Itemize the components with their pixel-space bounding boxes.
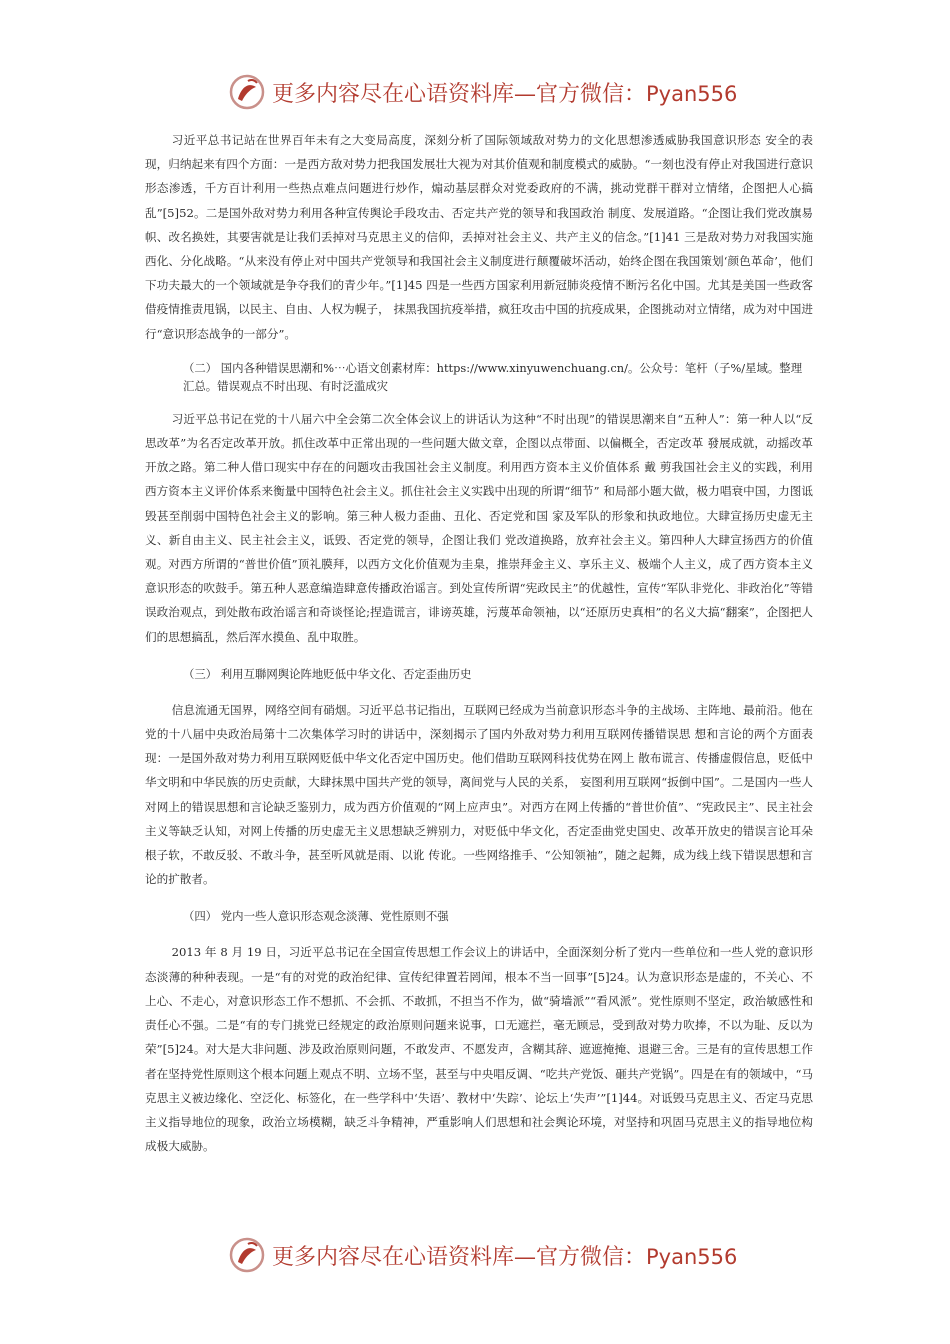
section-heading: （三） 利用互聯网舆论阵地贬低中华文化、否定歪曲历史: [183, 666, 472, 681]
section-heading: （二） 国内各种错误思潮和%⋯心语文创素材库：https://www.xinyuwenchuang.cn/。公众号：笔杆（子%/星域。整理汇总。错误观点不时出现、有时泛滥成灾: [183, 360, 803, 393]
paragraph: 习近平总书记在党的十八届六中全会第二次全体会议上的讲话认为这种“不时出现”的错误思潮来自“五种人”：第一种人以“反思改革”为名否定改革开放。抓住改革中正常出现的一些问题大做文章，企图以点带面、以偏概全，否定改革 發展成就，动摇改革开放之路。第二种人借口现实中存在的问题攻击我国社会主义制度。利用西方资本主义价值体系 戴 剪我国社会主义的实践，利用西方资本主义评价体系来衡量中国特色社会主义。抓住社会主义实践中出现的所谓“细节” 和局部小题大做，极力唱衰中国，力图诋毁甚至削弱中国特色社会主义的影响。第三种人极力歪曲、丑化、否定党和国 家及军队的形象和执政地位。大肆宣扬历史虚无主义、新自由主义、民主社会主义，诋毁、否定党的领导，企图让我们 党改道换路，放弃社会主义。第四种人大肆宣扬西方的价值观。对西方所谓的“普世价值”顶礼膜拜，以西方文化价值观为圭臬，推崇拜金主义、享乐主义、极端个人主义，成了西方资本主义意识形态的吹鼓手。第五种人恶意编造肆意传播政治谣言。到处宣传所谓“宪政民主”的优越性，宣传“军队非党化、非政治化”等错误政治观点，到处散布政治谣言和奇谈怪论;捏造谎言，诽谤英雄，污蔑革命领袖，以“还原历史真相”的名义大搞“翻案”，企图把人们的思想搞乱，然后浑水摸鱼、乱中取胜。: [145, 411, 813, 644]
brand-logo-icon: [228, 73, 266, 111]
document-body: [145, 128, 813, 1171]
header-banner: [228, 72, 738, 112]
paragraph: 习近平总书记站在世界百年未有之大变局高度，深刻分析了国际领域敌对势力的文化思想渗透威胁我国意识形态 安全的表现，归纳起来有四个方面：一是西方敌对势力把我国发展壮大视为对其价值观和制度模式的威胁。“一刻也没有停止对我国进行意识形态渗透，千方百计利用一些热点难点问题进行炒作，煽动基层群众对党委政府的不满，挑动党群干群对立情绪，企图把人心搞乱”[5]52。二是国外敌对势力利用各种宣传舆论手段攻击、否定共产党的领导和我国政治 制度、发展道路。“企图让我们党改旗易帜、改名换姓，其要害就是让我们丢掉对马克思主义的信仰，丢掉对社会主义、共产主义的信念。”[1]41 三是敌对势力对我国实施西化、分化战略。“从来没有停止对中国共产党领导和我国社会主义制度进行颠覆破坏活动，始终企图在我国策划‘颜色革命’，他们下功夫最大的一个领域就是争夺我们的青少年。”[1]45 四是一些西方国家利用新冠肺炎疫情不断污名化中国。尤其是美国一些政客借疫情推责甩锅，以民主、自由、人权为幌子， 抹黑我国抗疫举措，疯狂攻击中国的抗疫成果，企图挑动对立情绪，成为对中国进行“意识形态战争的一部分”。: [145, 133, 813, 341]
brand-logo-icon: [228, 1236, 266, 1274]
footer-banner: [228, 1235, 738, 1275]
banner-text: 更多内容尽在心语资料库—官方微信：Pyan556: [272, 81, 738, 107]
paragraph: 2013 年 8 月 19 日，习近平总书记在全国宣传思想工作会议上的讲话中，全面深刻分析了党内一些单位和一些人党的意识形态淡薄的种种表现。一是“有的对党的政治纪律、宣传纪律置若罔闻，根本不当一回事”[5]24。认为意识形态是虚的，不关心、不上心、不走心，对意识形态工作不想抓、不会抓、不敢抓，不担当不作为，做“骑墙派”“看风派”。党性原则不坚定，政治敏感性和责任心不强。二是“有的专门挑党已经规定的政治原则问题来说事，口无遮拦，毫无顾忌，受到敌对势力吹捧，不以为耻、反以为荣”[5]24。对大是大非问题、涉及政治原则问题，不敢发声、不愿发声，含糊其辞、遮遮掩掩、退避三舍。三是有的宣传思想工作者在坚持党性原则这个根本问题上观点不明、立场不坚，甚至与中央唱反调、“吃共产党饭、砸共产党锅”。四是在有的领域中，“马克思主义被边缘化、空泛化、标签化，在一些学科中‘失语’、教材中‘失踪’、论坛上‘失声’”[1]44。对诋毁马克思主义、否定马克思主义指导地位的现象，政治立场模糊，缺乏斗争精神，严重影响人们思想和社会舆论环境，对坚持和巩固马克思主义的指导地位构成极大威胁。: [145, 945, 813, 1154]
section-heading: （四） 党内一些人意识形态观念淡薄、党性原则不强: [183, 909, 449, 924]
banner-text: 更多内容尽在心语资料库—官方微信：Pyan556: [272, 1244, 738, 1270]
paragraph: 信息流通无国界，网络空间有硝烟。习近平总书记指出，互联网已经成为当前意识形态斗争的主战场、主阵地、最前沿。他在党的十八届中央政治局第十二次集体学习时的讲话中，深刻揭示了国内外敌对势力利用互联网传播错误思 想和言论的两个方面表现：一是国外敌对势力利用互联网贬低中华文化否定中国历史。他们借助互联网科技优势在网上 散布谎言、传播虚假信息，贬低中华文明和中华民族的历史贡献，大肆抹黑中国共产党的领导，离间党与人民的关系， 妄图利用互联网“扳倒中国”。二是国内一些人对网上的错误思想和言论缺乏鉴别力，成为西方价值观的“网上应声虫”。对西方在网上传播的“普世价值”、“宪政民主”、民主社会主义等缺乏认知，对网上传播的历史虚无主义思想缺乏辨别力，对贬低中华文化，否定歪曲党史国史、改革开放史的错误言论耳朵根子软，不敢反驳、不敢斗争，甚至听风就是雨、以讹 传讹。一些网络推手、“公知领袖”，随之起舞，成为线上线下错误思想和言论的扩散者。: [145, 702, 813, 887]
